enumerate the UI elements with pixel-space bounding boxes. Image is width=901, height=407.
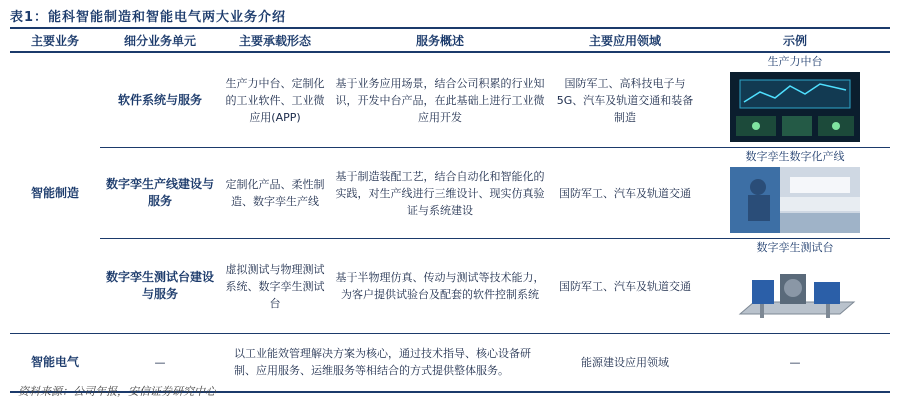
example-cell bbox=[700, 239, 890, 334]
unit-cell: 软件系统与服务 bbox=[100, 52, 220, 148]
example-cell bbox=[700, 148, 890, 239]
header-unit: 细分业务单元 bbox=[100, 28, 220, 52]
unit-cell: 数字孪生测试台建设与服务 bbox=[100, 239, 220, 334]
business-table bbox=[10, 27, 890, 393]
main-business-cell: 智能电气 bbox=[10, 334, 100, 392]
overview-cell: 基于制造装配工艺，结合自动化和智能化的实践，对生产线进行三维设计、现实仿真验证与系统建设 bbox=[330, 148, 550, 239]
digital-twin-line-image bbox=[730, 167, 860, 233]
digital-twin-testbed-image bbox=[730, 258, 860, 328]
table-title: 表1：能科智能制造和智能电气两大业务介绍 bbox=[10, 10, 287, 25]
example-caption: 数字孪生数字化产线 bbox=[745, 150, 845, 163]
table-row bbox=[10, 52, 890, 148]
header-main: 主要业务 bbox=[10, 28, 100, 52]
main-business-cell: 智能制造 bbox=[10, 52, 100, 334]
header-form: 主要承载形态 bbox=[220, 28, 330, 52]
form-cell: 定制化产品、柔性制造、数字孪生产线 bbox=[220, 148, 330, 239]
unit-cell: 数字孪生产线建设与服务 bbox=[100, 148, 220, 239]
field-cell: 能源建设应用领域 bbox=[550, 334, 700, 392]
overview-cell: 基于半物理仿真、传动与测试等技术能力，为客户提供试验台及配套的软件控制系统 bbox=[330, 239, 550, 334]
overview-cell: 基于业务应用场景，结合公司积累的行业知识，开发中台产品，在此基础上进行工业微应用开发 bbox=[330, 52, 550, 148]
productivity-platform-image bbox=[730, 72, 860, 142]
header-example: 示例 bbox=[700, 28, 890, 52]
header-field: 主要应用领域 bbox=[550, 28, 700, 52]
source-note: 资料来源：公司年报，安信证券研究中心 bbox=[18, 385, 216, 398]
table-row bbox=[10, 239, 890, 334]
example-caption: 数字孪生测试台 bbox=[756, 241, 834, 254]
field-cell: 国防军工、汽车及轨道交通 bbox=[550, 239, 700, 334]
example-caption: 生产力中台 bbox=[767, 55, 823, 68]
form-cell: 虚拟测试与物理测试系统、数字孪生测试台 bbox=[220, 239, 330, 334]
field-cell: 国防军工、高科技电子与 5G、汽车及轨道交通和装备制造 bbox=[550, 52, 700, 148]
header-overview: 服务概述 bbox=[330, 28, 550, 52]
example-cell bbox=[700, 52, 890, 148]
overview-cell: 以工业能效管理解决方案为核心，通过技术指导、核心设备研制、应用服务、运维服务等相结合的方式提供整体服务。 bbox=[220, 334, 550, 392]
field-cell: 国防军工、汽车及轨道交通 bbox=[550, 148, 700, 239]
example-cell: — bbox=[700, 334, 890, 392]
header-row bbox=[10, 28, 890, 52]
table-row bbox=[10, 148, 890, 239]
unit-cell: — bbox=[100, 334, 220, 392]
form-cell: 生产力中台、定制化的工业软件、工业微应用(APP) bbox=[220, 52, 330, 148]
